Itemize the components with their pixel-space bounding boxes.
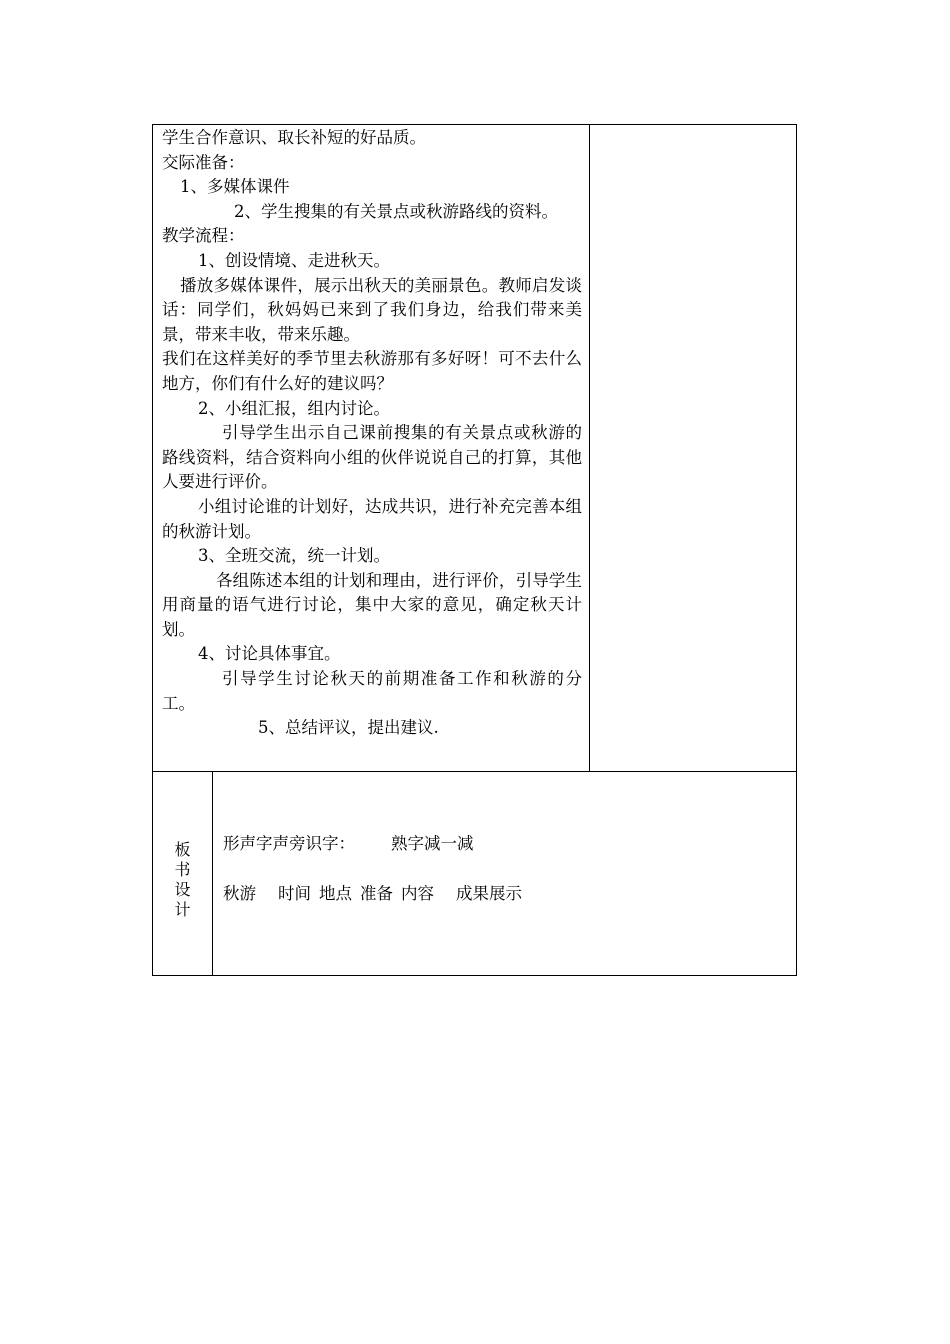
text-line: 1、创设情境、走进秋天。 [198,250,390,270]
label-char: 计 [174,900,191,919]
board-item: 时间 [278,884,311,903]
board-item: 准备 [360,884,393,903]
text-line: 我们在这样美好的季节里去秋游那有多好呀！可不去什么地方，你们有什么好的建议吗？ [162,349,582,393]
text-line: 引导学生讨论秋天的前期准备工作和秋游的分工。 [162,669,582,713]
text-line: 3、全班交流，统一计划。 [198,546,390,566]
text-line: 4、讨论具体事宜。 [198,644,341,664]
board-item-phonetic: 形声字声旁识字： [223,834,355,853]
text-line: 各组陈述本组的计划和理由，进行评价，引导学生用商量的语气进行讨论，集中大家的意见，确定秋天计划。 [162,570,582,639]
text-line: 2、小组汇报，组内讨论。 [198,398,390,418]
text-line: 1、多媒体课件 [180,177,290,197]
text-line: 引导学生出示自己课前搜集的有关景点或秋游的路线资料，结合资料向小组的伙伴说说自己的打算，其他人要进行评价。 [162,423,582,492]
board-item: 内容 [401,884,434,903]
board-row-1 [223,830,474,854]
column-divider [589,125,590,771]
label-char: 板 [174,840,191,859]
board-item: 秋游 [223,884,256,903]
text-line: 交际准备： [162,152,245,172]
lesson-procedure-cell [152,124,797,772]
board-item: 成果展示 [456,884,522,903]
board-design-label [153,840,212,920]
text-line: 5、总结评议，提出建议. [258,718,439,738]
board-item: 地点 [319,884,352,903]
board-row-2 [223,880,522,904]
text-line: 2、学生搜集的有关景点或秋游路线的资料。 [234,201,558,221]
text-line: 播放多媒体课件，展示出秋天的美丽景色。教师启发谈话：同学们，秋妈妈已来到了我们身边，给我们带来美景，带来丰收，带来乐趣。 [162,275,582,344]
label-char: 设 [174,880,191,899]
label-char: 书 [174,860,191,879]
text-line: 学生合作意识、取长补短的好品质。 [162,128,426,147]
board-item-subtract: 熟字减一减 [391,834,474,853]
text-line: 教学流程： [162,226,245,246]
column-divider [212,772,213,975]
lesson-text [162,126,582,741]
text-line: 小组讨论谁的计划好，达成共识，进行补充完善本组的秋游计划。 [162,496,582,541]
board-design-section [152,771,797,976]
